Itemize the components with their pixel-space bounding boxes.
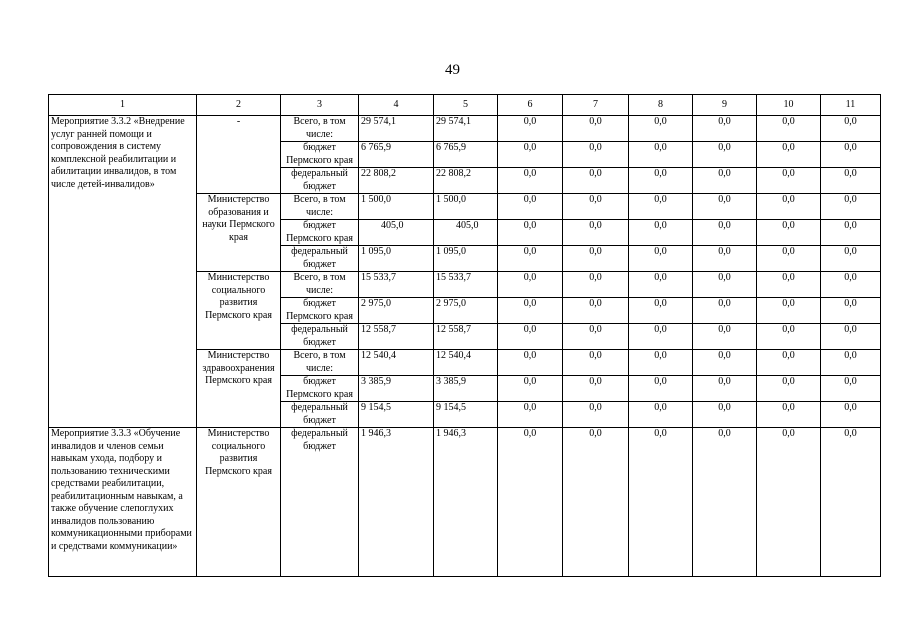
- value-cell: 0,0: [498, 402, 563, 428]
- value-cell: 0,0: [821, 142, 881, 168]
- value-cell: 0,0: [629, 428, 693, 577]
- value-cell: 0,0: [757, 220, 821, 246]
- value-cell: 0,0: [563, 168, 629, 194]
- value-cell: 0,0: [498, 428, 563, 577]
- value-cell: 15 533,7: [434, 272, 498, 298]
- value-cell: 0,0: [563, 220, 629, 246]
- header-cell: 10: [757, 95, 821, 116]
- value-cell: 0,0: [629, 116, 693, 142]
- funding-source: бюджет Пермского края: [281, 376, 359, 402]
- table-row: [49, 428, 881, 577]
- funding-source: Всего, в том числе:: [281, 116, 359, 142]
- value-cell: 3 385,9: [434, 376, 498, 402]
- value-cell: 0,0: [821, 350, 881, 376]
- funding-source: бюджет Пермского края: [281, 142, 359, 168]
- value-cell: 0,0: [498, 298, 563, 324]
- value-cell: 0,0: [629, 350, 693, 376]
- executor-cell: Министерство здравоохранения Пермского края: [197, 350, 281, 428]
- header-cell: 8: [629, 95, 693, 116]
- value-cell: 0,0: [757, 142, 821, 168]
- value-cell: 0,0: [693, 220, 757, 246]
- value-cell: 0,0: [757, 272, 821, 298]
- value-cell: 0,0: [693, 194, 757, 220]
- funding-source: федеральный бюджет: [281, 428, 359, 577]
- value-cell: 0,0: [563, 142, 629, 168]
- value-cell: 0,0: [629, 298, 693, 324]
- value-cell: 0,0: [498, 350, 563, 376]
- header-cell: 11: [821, 95, 881, 116]
- event-title: Мероприятие 3.3.3 «Обучение инвалидов и членов семьи навыкам ухода, подбору и пользованию техническими средствами реабилитации, реабилитационным навыкам, а также обучение слепоглухих инвалидов пользованию коммуникационными приборами и средствами коммуникации»: [49, 428, 197, 577]
- executor-cell: Министерство социального развития Пермского края: [197, 272, 281, 350]
- value-cell: 0,0: [821, 272, 881, 298]
- header-cell: 2: [197, 95, 281, 116]
- value-cell: 0,0: [821, 428, 881, 577]
- value-cell: 0,0: [498, 194, 563, 220]
- funding-source: бюджет Пермского края: [281, 220, 359, 246]
- value-cell: 0,0: [821, 116, 881, 142]
- value-cell: 0,0: [757, 246, 821, 272]
- value-cell: 0,0: [629, 142, 693, 168]
- header-cell: 4: [359, 95, 434, 116]
- value-cell: 0,0: [821, 194, 881, 220]
- value-cell: 0,0: [563, 272, 629, 298]
- value-cell: 2 975,0: [434, 298, 498, 324]
- value-cell: 0,0: [757, 376, 821, 402]
- value-cell: 0,0: [498, 168, 563, 194]
- table-row: [49, 116, 881, 142]
- value-cell: 1 500,0: [359, 194, 434, 220]
- value-cell: 9 154,5: [359, 402, 434, 428]
- value-cell: 0,0: [498, 272, 563, 298]
- value-cell: 0,0: [629, 246, 693, 272]
- value-cell: 405,0: [434, 220, 498, 246]
- value-cell: 0,0: [563, 324, 629, 350]
- value-cell: 12 540,4: [359, 350, 434, 376]
- value-cell: 0,0: [757, 194, 821, 220]
- funding-source: федеральный бюджет: [281, 168, 359, 194]
- value-cell: 0,0: [693, 272, 757, 298]
- value-cell: 0,0: [629, 272, 693, 298]
- value-cell: 0,0: [693, 298, 757, 324]
- value-cell: 0,0: [821, 324, 881, 350]
- value-cell: 0,0: [563, 246, 629, 272]
- value-cell: 0,0: [563, 194, 629, 220]
- budget-table: [48, 94, 881, 577]
- header-cell: 7: [563, 95, 629, 116]
- funding-source: федеральный бюджет: [281, 402, 359, 428]
- value-cell: 0,0: [821, 246, 881, 272]
- value-cell: 15 533,7: [359, 272, 434, 298]
- value-cell: 0,0: [821, 168, 881, 194]
- value-cell: 0,0: [563, 402, 629, 428]
- value-cell: 1 500,0: [434, 194, 498, 220]
- value-cell: 0,0: [693, 428, 757, 577]
- executor-cell: Министерство образования и науки Пермского края: [197, 194, 281, 272]
- header-cell: 3: [281, 95, 359, 116]
- value-cell: 22 808,2: [359, 168, 434, 194]
- value-cell: 0,0: [498, 246, 563, 272]
- value-cell: 12 558,7: [434, 324, 498, 350]
- header-row: [49, 95, 881, 116]
- value-cell: 0,0: [821, 298, 881, 324]
- executor-cell: -: [197, 116, 281, 194]
- value-cell: 0,0: [693, 324, 757, 350]
- value-cell: 0,0: [629, 220, 693, 246]
- value-cell: 1 946,3: [434, 428, 498, 577]
- value-cell: 0,0: [498, 116, 563, 142]
- value-cell: 0,0: [498, 376, 563, 402]
- value-cell: 0,0: [693, 402, 757, 428]
- header-cell: 1: [49, 95, 197, 116]
- value-cell: 0,0: [757, 168, 821, 194]
- value-cell: 0,0: [757, 350, 821, 376]
- value-cell: 0,0: [693, 142, 757, 168]
- value-cell: 0,0: [563, 350, 629, 376]
- header-cell: 6: [498, 95, 563, 116]
- value-cell: 0,0: [498, 324, 563, 350]
- value-cell: 0,0: [563, 298, 629, 324]
- value-cell: 0,0: [563, 376, 629, 402]
- value-cell: 12 540,4: [434, 350, 498, 376]
- value-cell: 0,0: [757, 298, 821, 324]
- value-cell: 0,0: [693, 246, 757, 272]
- value-cell: 3 385,9: [359, 376, 434, 402]
- value-cell: 0,0: [629, 168, 693, 194]
- value-cell: 0,0: [757, 402, 821, 428]
- value-cell: 0,0: [693, 376, 757, 402]
- value-cell: 22 808,2: [434, 168, 498, 194]
- value-cell: 29 574,1: [359, 116, 434, 142]
- value-cell: 2 975,0: [359, 298, 434, 324]
- value-cell: 0,0: [563, 116, 629, 142]
- funding-source: Всего, в том числе:: [281, 350, 359, 376]
- value-cell: 0,0: [563, 428, 629, 577]
- executor-cell: Министерство социального развития Пермского края: [197, 428, 281, 577]
- value-cell: 0,0: [498, 220, 563, 246]
- value-cell: 29 574,1: [434, 116, 498, 142]
- value-cell: 0,0: [693, 350, 757, 376]
- value-cell: 0,0: [629, 376, 693, 402]
- value-cell: 6 765,9: [434, 142, 498, 168]
- event-title: Мероприятие 3.3.2 «Внедрение услуг ранней помощи и сопровождения в систему комплексной реабилитации и абилитации инвалидов, в том числе детей-инвалидов»: [49, 116, 197, 428]
- value-cell: 0,0: [821, 402, 881, 428]
- value-cell: 0,0: [693, 116, 757, 142]
- header-cell: 5: [434, 95, 498, 116]
- value-cell: 0,0: [693, 168, 757, 194]
- value-cell: 0,0: [629, 324, 693, 350]
- funding-source: федеральный бюджет: [281, 324, 359, 350]
- value-cell: 9 154,5: [434, 402, 498, 428]
- value-cell: 0,0: [498, 142, 563, 168]
- value-cell: 1 095,0: [434, 246, 498, 272]
- value-cell: 6 765,9: [359, 142, 434, 168]
- value-cell: 405,0: [359, 220, 434, 246]
- value-cell: 1 946,3: [359, 428, 434, 577]
- value-cell: 0,0: [629, 194, 693, 220]
- value-cell: 0,0: [821, 376, 881, 402]
- value-cell: 1 095,0: [359, 246, 434, 272]
- value-cell: 0,0: [629, 402, 693, 428]
- header-cell: 9: [693, 95, 757, 116]
- value-cell: 0,0: [757, 324, 821, 350]
- funding-source: бюджет Пермского края: [281, 298, 359, 324]
- funding-source: Всего, в том числе:: [281, 272, 359, 298]
- value-cell: 0,0: [757, 428, 821, 577]
- page-number: 49: [445, 62, 460, 78]
- funding-source: Всего, в том числе:: [281, 194, 359, 220]
- value-cell: 12 558,7: [359, 324, 434, 350]
- value-cell: 0,0: [821, 220, 881, 246]
- value-cell: 0,0: [757, 116, 821, 142]
- funding-source: федеральный бюджет: [281, 246, 359, 272]
